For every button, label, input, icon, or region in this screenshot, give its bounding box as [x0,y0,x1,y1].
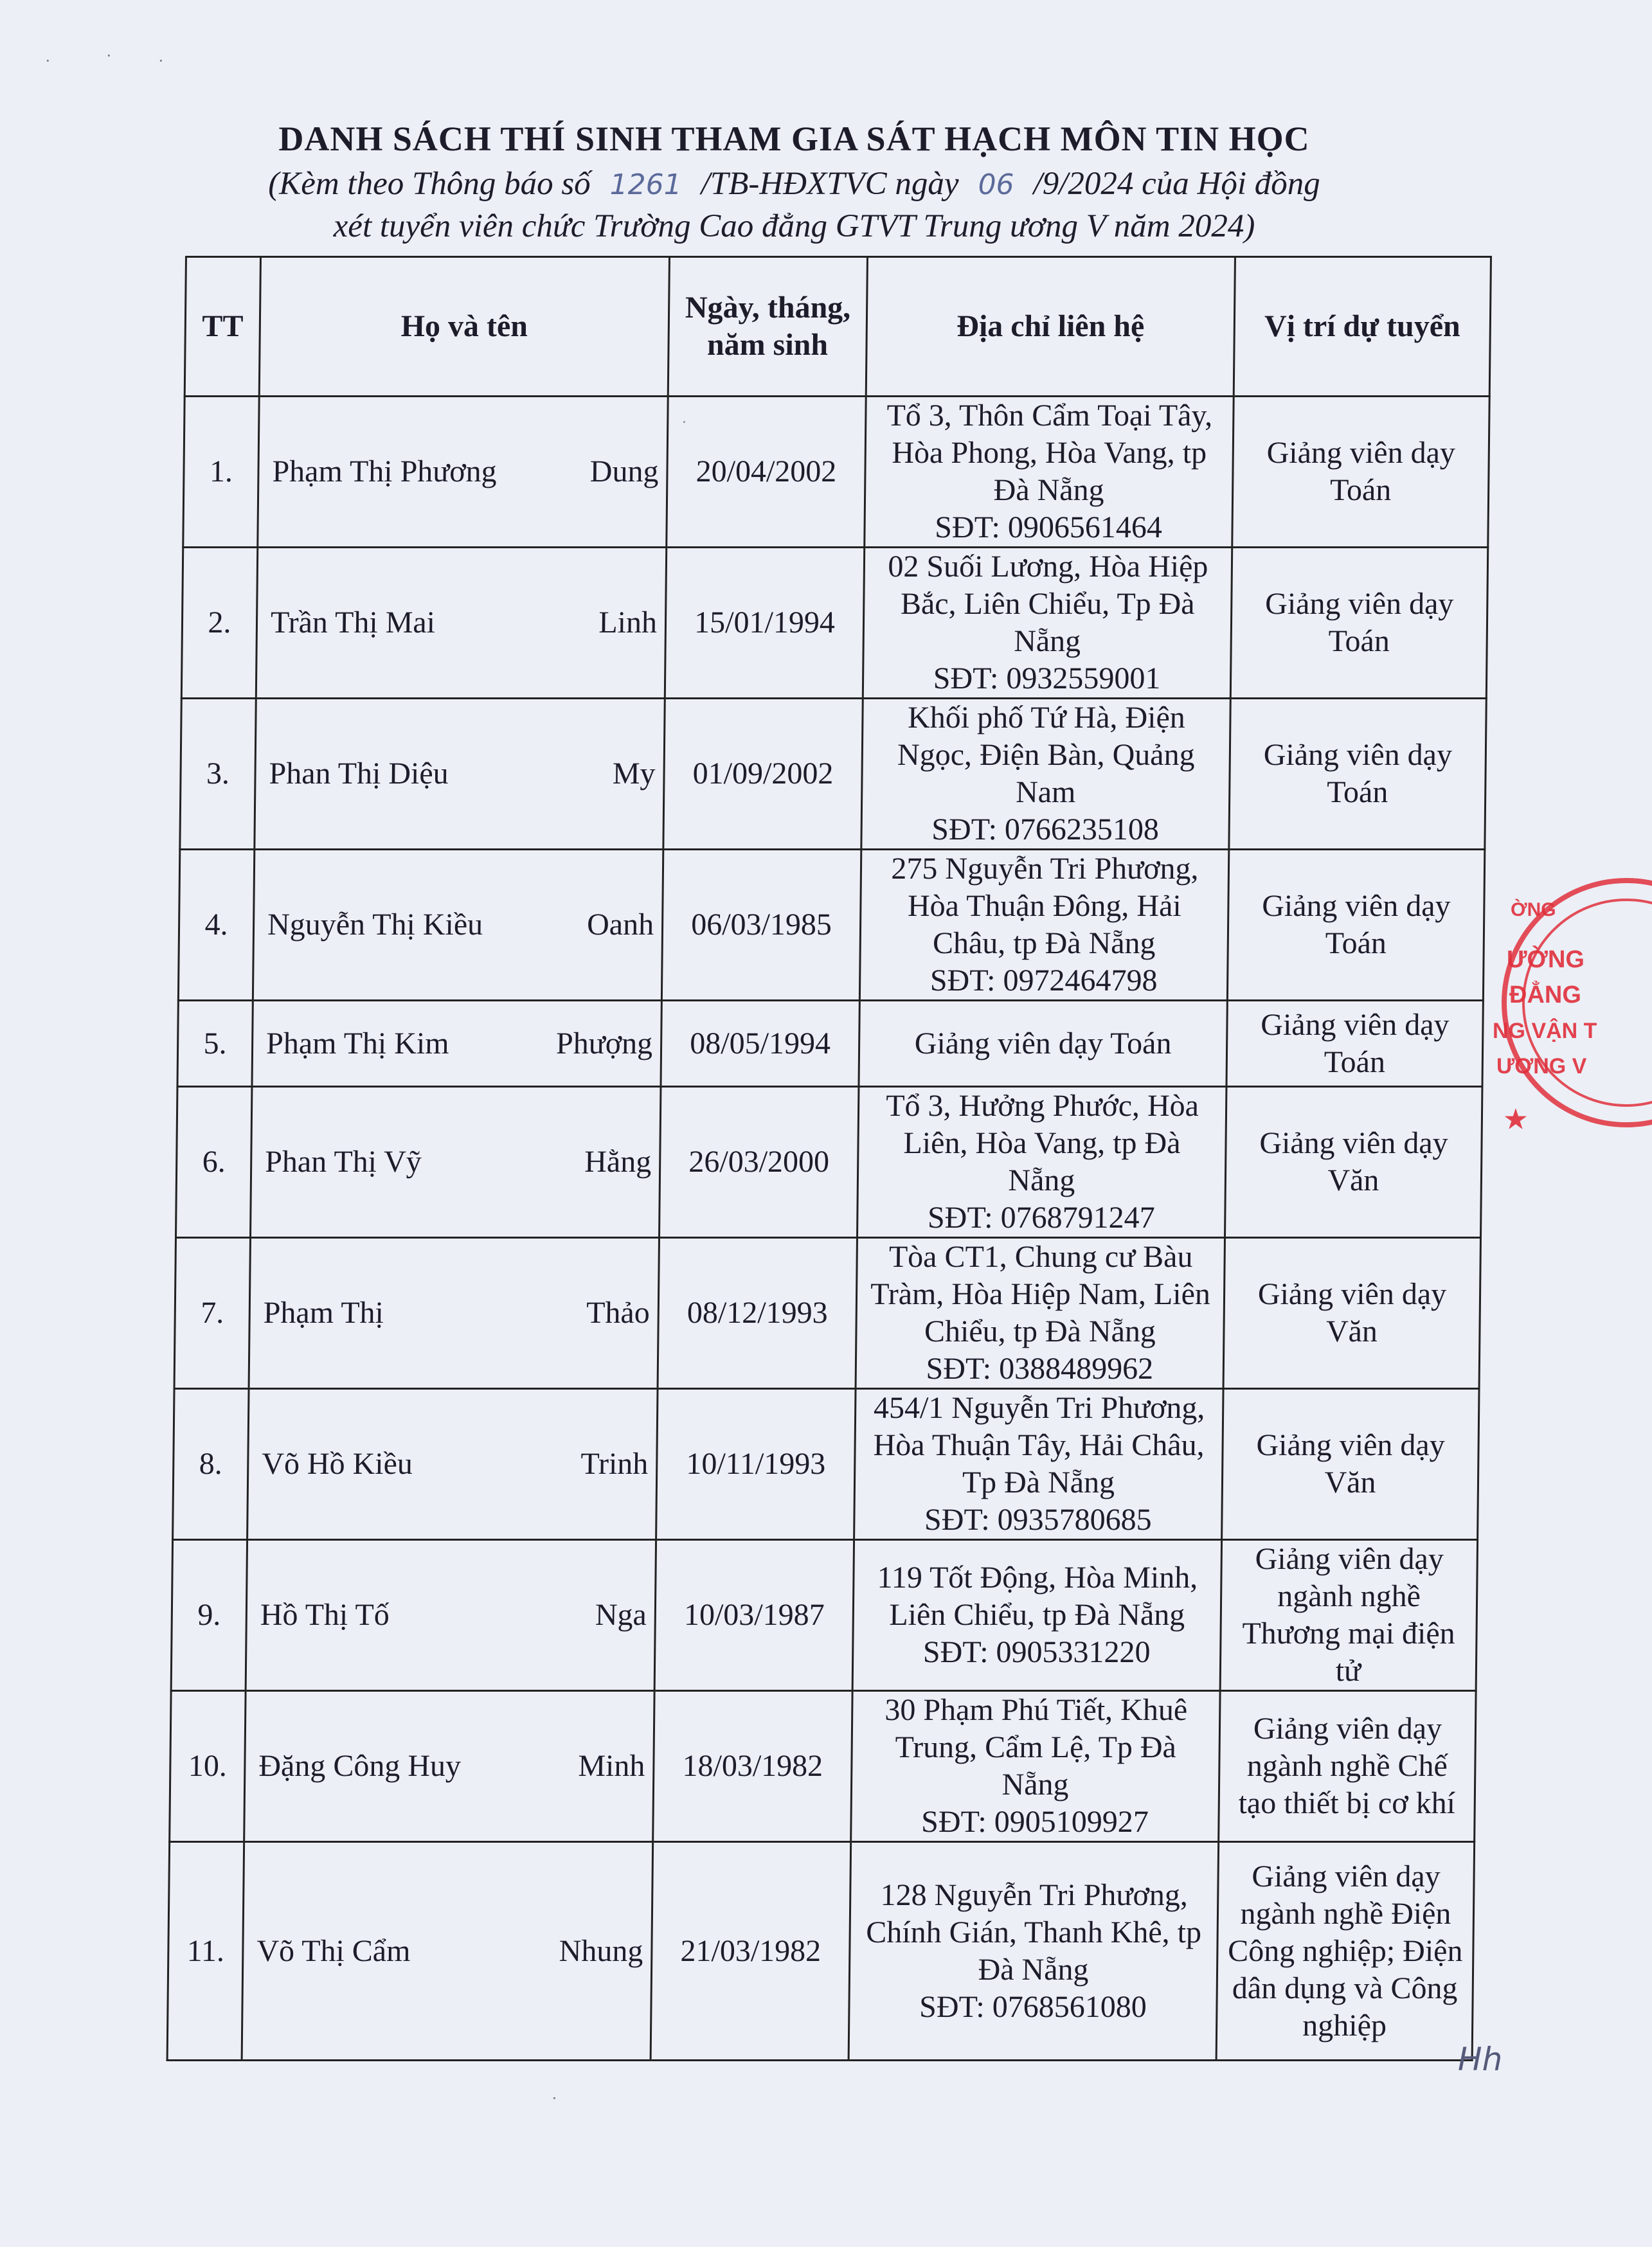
header-address: Địa chỉ liên hệ [866,257,1235,397]
stamp-star-icon: ★ [1504,1106,1527,1134]
cell-position: Giảng viên dạy Văn [1223,1238,1480,1389]
cell-tt: 6. [176,1087,252,1238]
cell-address [857,1087,1226,1238]
stamp-line-5: ƯƠNG V [1496,1054,1587,1079]
phone-text: SĐT: 0768561080 [919,1989,1147,2024]
table-row [171,1540,1477,1691]
cell-position: Giảng viên dạy Toán [1229,699,1486,850]
phone-text: SĐT: 0972464798 [929,963,1158,998]
candidate-given-name: Hằng [584,1145,652,1179]
table-row [174,1238,1480,1389]
cell-address [848,1842,1219,2061]
address-text: 02 Suối Lương, Hòa Hiệp Bắc, Liên Chiểu, Tp Đà Nẵng [888,550,1208,658]
cell-name [252,1001,661,1087]
candidate-given-name: Minh [578,1749,645,1783]
candidate-surname: Phan Thị Diệu [269,756,449,791]
address-text: Tổ 3, Hưởng Phước, Hòa Liên, Hòa Vang, tp Đà Nẵng [885,1089,1199,1197]
candidate-table [166,256,1492,2061]
cell-position: Giảng viên dạy Toán [1232,397,1489,548]
cell-dob: 20/04/2002 [667,397,866,548]
cell-dob: 21/03/1982 [651,1842,851,2061]
cell-dob: 08/12/1993 [658,1238,857,1389]
cell-tt: 3. [180,699,256,850]
cell-tt: 10. [170,1691,246,1842]
candidate-surname: Võ Thị Cẩm [256,1933,411,1968]
document-subtitle [0,163,1588,206]
table-row [180,699,1486,850]
document-title: DANH SÁCH THÍ SINH THAM GIA SÁT HẠCH MÔN TIN HỌC [278,120,1310,158]
candidate-given-name: Oanh [586,908,654,942]
cell-dob: 15/01/1994 [665,548,864,699]
cell-name [247,1389,658,1540]
cell-dob: 08/05/1994 [661,1001,859,1087]
header-name: Họ và tên [259,257,669,397]
cell-position: Giảng viên dạy ngành nghề Thương mại điện tử [1220,1540,1477,1691]
cell-address [859,850,1228,1001]
candidate-given-name: My [612,756,656,791]
cell-position: Giảng viên dạy Toán [1226,1001,1483,1087]
address-text: 128 Nguyễn Tri Phương, Chính Gián, Thanh Khê, tp Đà Nẵng [866,1877,1202,1987]
cell-tt: 8. [173,1389,249,1540]
table-header-row [184,257,1491,397]
document-header [0,114,1588,247]
cell-dob: 10/03/1987 [654,1540,854,1691]
scan-speck: · [45,51,51,70]
address-text: Giảng viên dạy Toán [914,1026,1172,1061]
table-body [167,397,1489,2061]
cell-name [251,1087,661,1238]
cell-address [851,1691,1220,1842]
scan-speck: · [158,51,164,70]
candidate-given-name: Trinh [580,1447,649,1481]
table-row [176,1087,1482,1238]
cell-dob: 10/11/1993 [656,1389,856,1540]
phone-text: SĐT: 0905331220 [922,1635,1151,1669]
cell-address [852,1540,1221,1691]
cell-dob: 01/09/2002 [663,699,863,850]
subtitle-prefix: (Kèm theo Thông báo số [268,166,591,202]
cell-name [244,1691,654,1842]
address-text: 119 Tốt Động, Hòa Minh, Liên Chiểu, tp Đà Nẵng [877,1561,1198,1632]
cell-address [861,699,1230,850]
notice-day: 06 [978,168,1014,201]
candidate-given-name: Linh [598,605,658,640]
phone-text: SĐT: 0932559001 [933,661,1161,695]
cell-tt: 5. [177,1001,253,1087]
candidate-surname: Phan Thị Vỹ [264,1145,422,1179]
header-position: Vị trí dự tuyển [1234,257,1491,397]
candidate-given-name: Nhung [559,1933,643,1968]
cell-name [249,1238,659,1389]
cell-address [865,397,1234,548]
subtitle-mid: /TB-HĐXTVC ngày [701,166,959,202]
address-text: Tòa CT1, Chung cư Bàu Tràm, Hòa Hiệp Nam, Liên Chiểu, tp Đà Nẵng [870,1240,1211,1348]
cell-address [859,1001,1227,1087]
cell-address [854,1389,1223,1540]
table-row [167,1842,1475,2061]
candidate-surname: Phạm Thị Phương [272,454,497,488]
cell-tt: 1. [183,397,259,548]
initials-signature: Hh [1458,2041,1503,2078]
stamp-line-3: ĐẲNG [1509,981,1581,1008]
candidate-given-name: Phượng [555,1026,653,1061]
subtitle-suffix: /9/2024 của Hội đồng [1033,166,1320,202]
cell-dob: 26/03/2000 [660,1087,859,1238]
cell-address [863,548,1232,699]
cell-address [856,1238,1225,1389]
document-subtitle-line2: xét tuyển viên chức Trường Cao đẳng GTVT Trung ương V năm 2024) [333,208,1255,244]
cell-position: Giảng viên dạy Văn [1222,1389,1479,1540]
candidate-surname: Hồ Thị Tố [260,1598,390,1632]
phone-text: SĐT: 0766235108 [931,812,1160,846]
table-row [178,850,1484,1001]
cell-name [256,548,666,699]
header-dob: Ngày, tháng, năm sinh [668,257,867,397]
candidate-given-name: Thảo [586,1296,651,1330]
cell-name [253,850,663,1001]
stamp-line-4: NG VẬN T [1493,1019,1597,1043]
candidate-surname: Trần Thị Mai [270,605,436,640]
cell-tt: 7. [174,1238,250,1389]
notice-number: 1261 [609,168,682,201]
cell-tt: 4. [178,850,254,1001]
candidate-given-name: Nga [595,1598,647,1632]
phone-text: SĐT: 0768791247 [927,1201,1155,1235]
cell-position: Giảng viên dạy ngành nghề Chế tạo thiết bị cơ khí [1219,1691,1476,1842]
table-row [177,1001,1483,1087]
address-text: 275 Nguyễn Tri Phương, Hòa Thuận Đông, Hải Châu, tp Đà Nẵng [891,852,1199,960]
table-row [170,1691,1476,1842]
candidate-surname: Đặng Công Huy [258,1749,462,1783]
cell-dob: 06/03/1985 [661,850,861,1001]
address-text: 30 Phạm Phú Tiết, Khuê Trung, Cẩm Lệ, Tp Đà Nẵng [884,1693,1188,1802]
scan-speck: · [552,2089,557,2108]
phone-text: SĐT: 0906561464 [934,510,1163,544]
cell-name [246,1540,656,1691]
cell-position: Giảng viên dạy Văn [1225,1087,1482,1238]
cell-position: Giảng viên dạy Toán [1227,850,1484,1001]
cell-name [242,1842,653,2061]
cell-tt: 11. [167,1842,244,2061]
address-text: Khối phố Tứ Hà, Điện Ngọc, Điện Bàn, Quảng Nam [897,701,1195,809]
cell-position: Giảng viên dạy Toán [1230,548,1487,699]
candidate-surname: Nguyễn Thị Kiều [267,908,483,942]
official-seal-stamp [1493,874,1652,1134]
table-row [181,548,1487,699]
cell-tt: 2. [181,548,257,699]
address-text: Tổ 3, Thôn Cẩm Toại Tây, Hòa Phong, Hòa Vang, tp Đà Nẵng [886,398,1213,507]
phone-text: SĐT: 0905109927 [920,1805,1149,1839]
phone-text: SĐT: 0388489962 [926,1352,1154,1386]
address-text: 454/1 Nguyễn Tri Phương, Hòa Thuận Tây, Hải Châu, Tp Đà Nẵng [873,1391,1205,1499]
stamp-line-2: ƯỜNG [1507,946,1585,973]
phone-text: SĐT: 0935780685 [924,1503,1152,1537]
cell-dob: 18/03/1982 [653,1691,852,1842]
candidate-given-name: Dung [589,454,659,488]
candidate-surname: Phạm Thị Kim [265,1026,449,1061]
scan-speck: · [106,46,112,65]
table-row [173,1389,1479,1540]
scan-speck: ˙ [681,418,687,436]
cell-name [258,397,668,548]
table-row [183,397,1489,548]
candidate-surname: Võ Hồ Kiều [262,1447,413,1481]
candidate-surname: Phạm Thị [263,1296,384,1330]
stamp-line-1: ỜNG [1511,899,1556,920]
cell-name [255,699,665,850]
cell-position: Giảng viên dạy ngành nghề Điện Công nghiệp; Điện dân dụng và Công nghiệp [1216,1842,1475,2061]
cell-tt: 9. [171,1540,247,1691]
header-tt: TT [184,257,260,397]
